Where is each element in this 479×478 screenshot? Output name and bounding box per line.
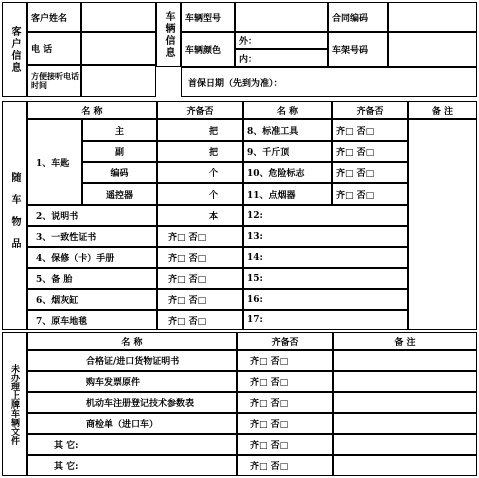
cert-check[interactable]: 齐□ 否□ xyxy=(157,226,243,247)
doc-invoice-check[interactable]: 齐□ 否□ xyxy=(237,371,333,392)
floor-mat-label: 7、原车地毯 xyxy=(27,310,157,330)
item-17-field[interactable]: 17: xyxy=(243,310,408,330)
accessories-section-label: 随车物品 xyxy=(2,101,27,330)
cert-label: 3、一致性证书 xyxy=(27,226,157,247)
frame-no-label: 车架号码 xyxy=(328,32,388,67)
lighter-check[interactable]: 齐□ 否□ xyxy=(332,183,408,205)
doc-col-remark: 备 注 xyxy=(333,332,477,350)
jack-label: 9、千斤顶 xyxy=(243,141,332,162)
contact-time-label: 方便接听电话时间 xyxy=(27,65,81,97)
doc-other2-remark[interactable] xyxy=(333,455,477,476)
key-code-unit[interactable]: 个 xyxy=(157,162,243,183)
ashtray-check[interactable]: 齐□ 否□ xyxy=(157,289,243,310)
doc-coc-check[interactable]: 齐□ 否□ xyxy=(237,350,333,371)
doc-registration-check[interactable]: 齐□ 否□ xyxy=(237,392,333,413)
jack-check[interactable]: 齐□ 否□ xyxy=(332,141,408,162)
key-group-label: 1、车匙 xyxy=(27,119,82,205)
acc-remark-field[interactable] xyxy=(408,119,477,330)
doc-col-name: 名 称 xyxy=(27,332,237,350)
doc-other2-check[interactable]: 齐□ 否□ xyxy=(237,455,333,476)
doc-registration-remark[interactable] xyxy=(333,392,477,413)
item-15-field[interactable]: 15: xyxy=(243,268,408,289)
key-remote-label: 遥控器 xyxy=(82,183,157,205)
warning-sign-label: 10、危险标志 xyxy=(243,162,332,183)
vehicle-section-label: 车辆信息 xyxy=(156,2,181,67)
acc-col-name: 名 称 xyxy=(27,101,157,119)
color-interior-field[interactable]: 内： xyxy=(235,49,328,67)
acc-col-check: 齐备否 xyxy=(157,101,243,119)
acc-col-check2: 齐备否 xyxy=(332,101,408,119)
acc-col-remark: 备 注 xyxy=(408,101,477,119)
item-16-field[interactable]: 16: xyxy=(243,289,408,310)
manual-label: 2、说明书 xyxy=(27,205,157,226)
key-main-unit[interactable]: 把 xyxy=(157,119,243,141)
vehicle-color-label: 车辆颜色 xyxy=(181,32,235,67)
tools-check[interactable]: 齐□ 否□ xyxy=(332,119,408,141)
vehicle-model-label: 车辆型号 xyxy=(181,2,235,32)
doc-coc-remark[interactable] xyxy=(333,350,477,371)
customer-section-label: 客户信息 xyxy=(2,2,27,97)
acc-col-name2: 名 称 xyxy=(243,101,332,119)
floor-mat-check[interactable]: 齐□ 否□ xyxy=(157,310,243,330)
color-exterior-field[interactable]: 外： xyxy=(235,32,328,49)
vehicle-model-field[interactable] xyxy=(235,2,328,32)
doc-inspection-label: 商检单（进口车） xyxy=(27,413,237,434)
doc-col-check: 齐备否 xyxy=(237,332,333,350)
key-spare-label: 副 xyxy=(82,141,157,162)
key-remote-unit[interactable]: 个 xyxy=(157,183,243,205)
doc-other1-remark[interactable] xyxy=(333,434,477,455)
doc-inspection-remark[interactable] xyxy=(333,413,477,434)
frame-no-field[interactable] xyxy=(388,32,477,67)
doc-invoice-label: 购车发票原件 xyxy=(27,371,237,392)
manual-unit[interactable]: 本 xyxy=(157,205,243,226)
warranty-label: 4、保修（卡）手册 xyxy=(27,247,157,268)
item-13-field[interactable]: 13: xyxy=(243,226,408,247)
doc-invoice-remark[interactable] xyxy=(333,371,477,392)
key-spare-unit[interactable]: 把 xyxy=(157,141,243,162)
spare-tire-check[interactable]: 齐□ 否□ xyxy=(157,268,243,289)
doc-other2-label: 其 它: xyxy=(27,455,237,476)
phone-field[interactable] xyxy=(81,32,156,65)
contact-time-field[interactable] xyxy=(81,65,156,97)
customer-name-label: 客户姓名 xyxy=(27,2,81,32)
contract-no-field[interactable] xyxy=(388,2,477,32)
lighter-label: 11、点烟器 xyxy=(243,183,332,205)
tools-label: 8、标准工具 xyxy=(243,119,332,141)
item-12-field[interactable]: 12: xyxy=(243,205,408,226)
first-maintenance-field[interactable]: 首保日期（先到为准）： xyxy=(181,67,477,97)
key-main-label: 主 xyxy=(82,119,157,141)
doc-registration-label: 机动车注册登记技术参数表 xyxy=(27,392,237,413)
customer-name-field[interactable] xyxy=(81,2,156,32)
contract-no-label: 合同编码 xyxy=(328,2,388,32)
doc-other1-check[interactable]: 齐□ 否□ xyxy=(237,434,333,455)
warning-sign-check[interactable]: 齐□ 否□ xyxy=(332,162,408,183)
key-code-label: 编码 xyxy=(82,162,157,183)
doc-coc-label: 合格证/进口货物证明书 xyxy=(27,350,237,371)
documents-section-label: 未办理上牌车辆文件 xyxy=(2,332,27,476)
item-14-field[interactable]: 14: xyxy=(243,247,408,268)
doc-other1-label: 其 它: xyxy=(27,434,237,455)
phone-label: 电 话 xyxy=(27,32,81,65)
doc-inspection-check[interactable]: 齐□ 否□ xyxy=(237,413,333,434)
spare-tire-label: 5、备 胎 xyxy=(27,268,157,289)
ashtray-label: 6、烟灰缸 xyxy=(27,289,157,310)
warranty-check[interactable]: 齐□ 否□ xyxy=(157,247,243,268)
